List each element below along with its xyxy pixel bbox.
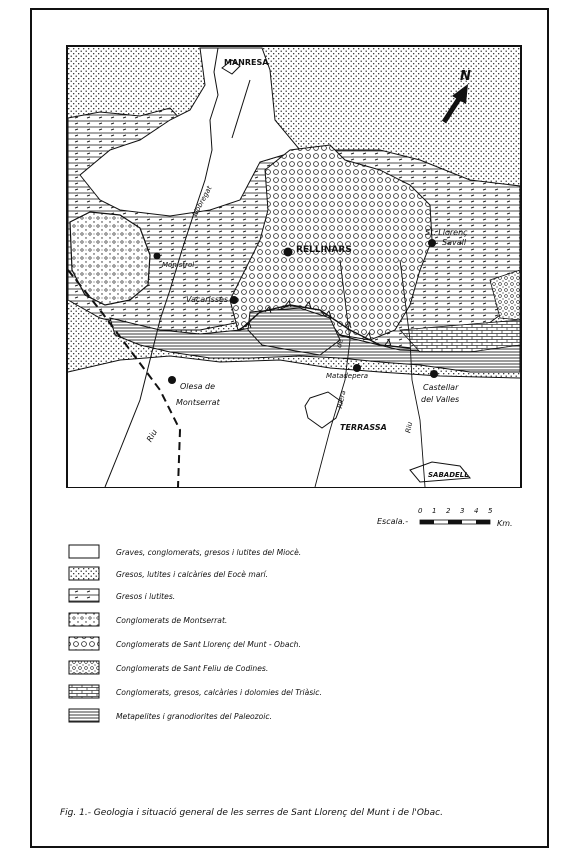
scale-bar: [420, 520, 490, 524]
dot-rellinars: [284, 248, 293, 257]
legend-swatch-4: [69, 613, 99, 626]
figure-caption: Fig. 1.- Geologia i situació general de les serres de Sant Llorenç del Munt i de l'Obac.: [60, 808, 443, 818]
scale-tick-4: 4: [474, 507, 479, 515]
scale-tick-2: 2: [446, 507, 451, 515]
label-terrassa: TERRASSA: [340, 423, 387, 432]
scale-unit: Km.: [497, 519, 513, 528]
label-montserrat: Montserrat: [176, 398, 220, 407]
label-del-valles: del Valles: [421, 395, 460, 404]
legend-label: Conglomerats de Montserrat.: [116, 616, 228, 625]
label-de: de: [335, 338, 345, 349]
label-vacarisses: Vacarisses: [186, 295, 229, 304]
dot-vacarisses: [230, 296, 238, 304]
label-monistrol: Monistrol: [162, 261, 195, 269]
label-matadepera: Matadepera: [326, 372, 369, 380]
legend-swatch-8: [69, 709, 99, 722]
dot-matadepera: [353, 364, 361, 372]
label-rellinars: RELLINARS: [296, 245, 352, 255]
legend-label: Metapelites i granodiorites del Paleozoic.: [116, 712, 272, 721]
dot-olesa: [168, 376, 176, 384]
label-olesa: Olesa de: [180, 382, 216, 391]
scale-tick-5: 5: [488, 507, 493, 515]
dot-monistrol: [154, 253, 161, 260]
label-savall: Savall: [442, 238, 467, 247]
scale-tick-3: 3: [460, 507, 465, 515]
label-riu-left: Riu: [144, 427, 160, 444]
scale-tick-1: 1: [432, 507, 437, 515]
legend-swatch-1: [69, 545, 99, 558]
legend-swatch-5: [69, 637, 99, 650]
legend-swatch-6: [69, 661, 99, 674]
legend-swatch-2: [69, 567, 99, 580]
label-llobregat: Llobregat: [190, 184, 214, 218]
dot-st-llorenc: [428, 239, 436, 247]
legend-swatch-7: [69, 685, 99, 698]
label-sabadell: SABADELL: [428, 471, 469, 479]
scale-label: Escala.-: [377, 517, 409, 526]
legend-swatch-3: [69, 589, 99, 602]
north-label: N: [460, 69, 471, 84]
label-riu-right: Riu: [404, 421, 415, 434]
legend-label: Gresos, lutites i calcàries del Eocè marí.: [116, 570, 269, 579]
legend-label: Gresos i lutites.: [116, 592, 176, 601]
label-riera: Riera: [335, 389, 348, 410]
label-manresa: MANRESA: [224, 58, 269, 67]
label-st-llorenc: St. Llorenç: [425, 228, 468, 237]
dot-castellar: [430, 370, 438, 378]
legend-label: Conglomerats, gresos, calcàries i dolomies del Triàsic.: [116, 688, 322, 697]
legend-label: Conglomerats de Sant Feliu de Codines.: [116, 664, 269, 673]
legend-label: Graves, conglomerats, gresos i lutites del Miocè.: [116, 548, 302, 557]
label-castellar: Castellar: [423, 383, 459, 392]
legend-label: Conglomerats de Sant Llorenç del Munt - Obach.: [116, 640, 301, 649]
scale-tick-0: 0: [418, 507, 423, 515]
